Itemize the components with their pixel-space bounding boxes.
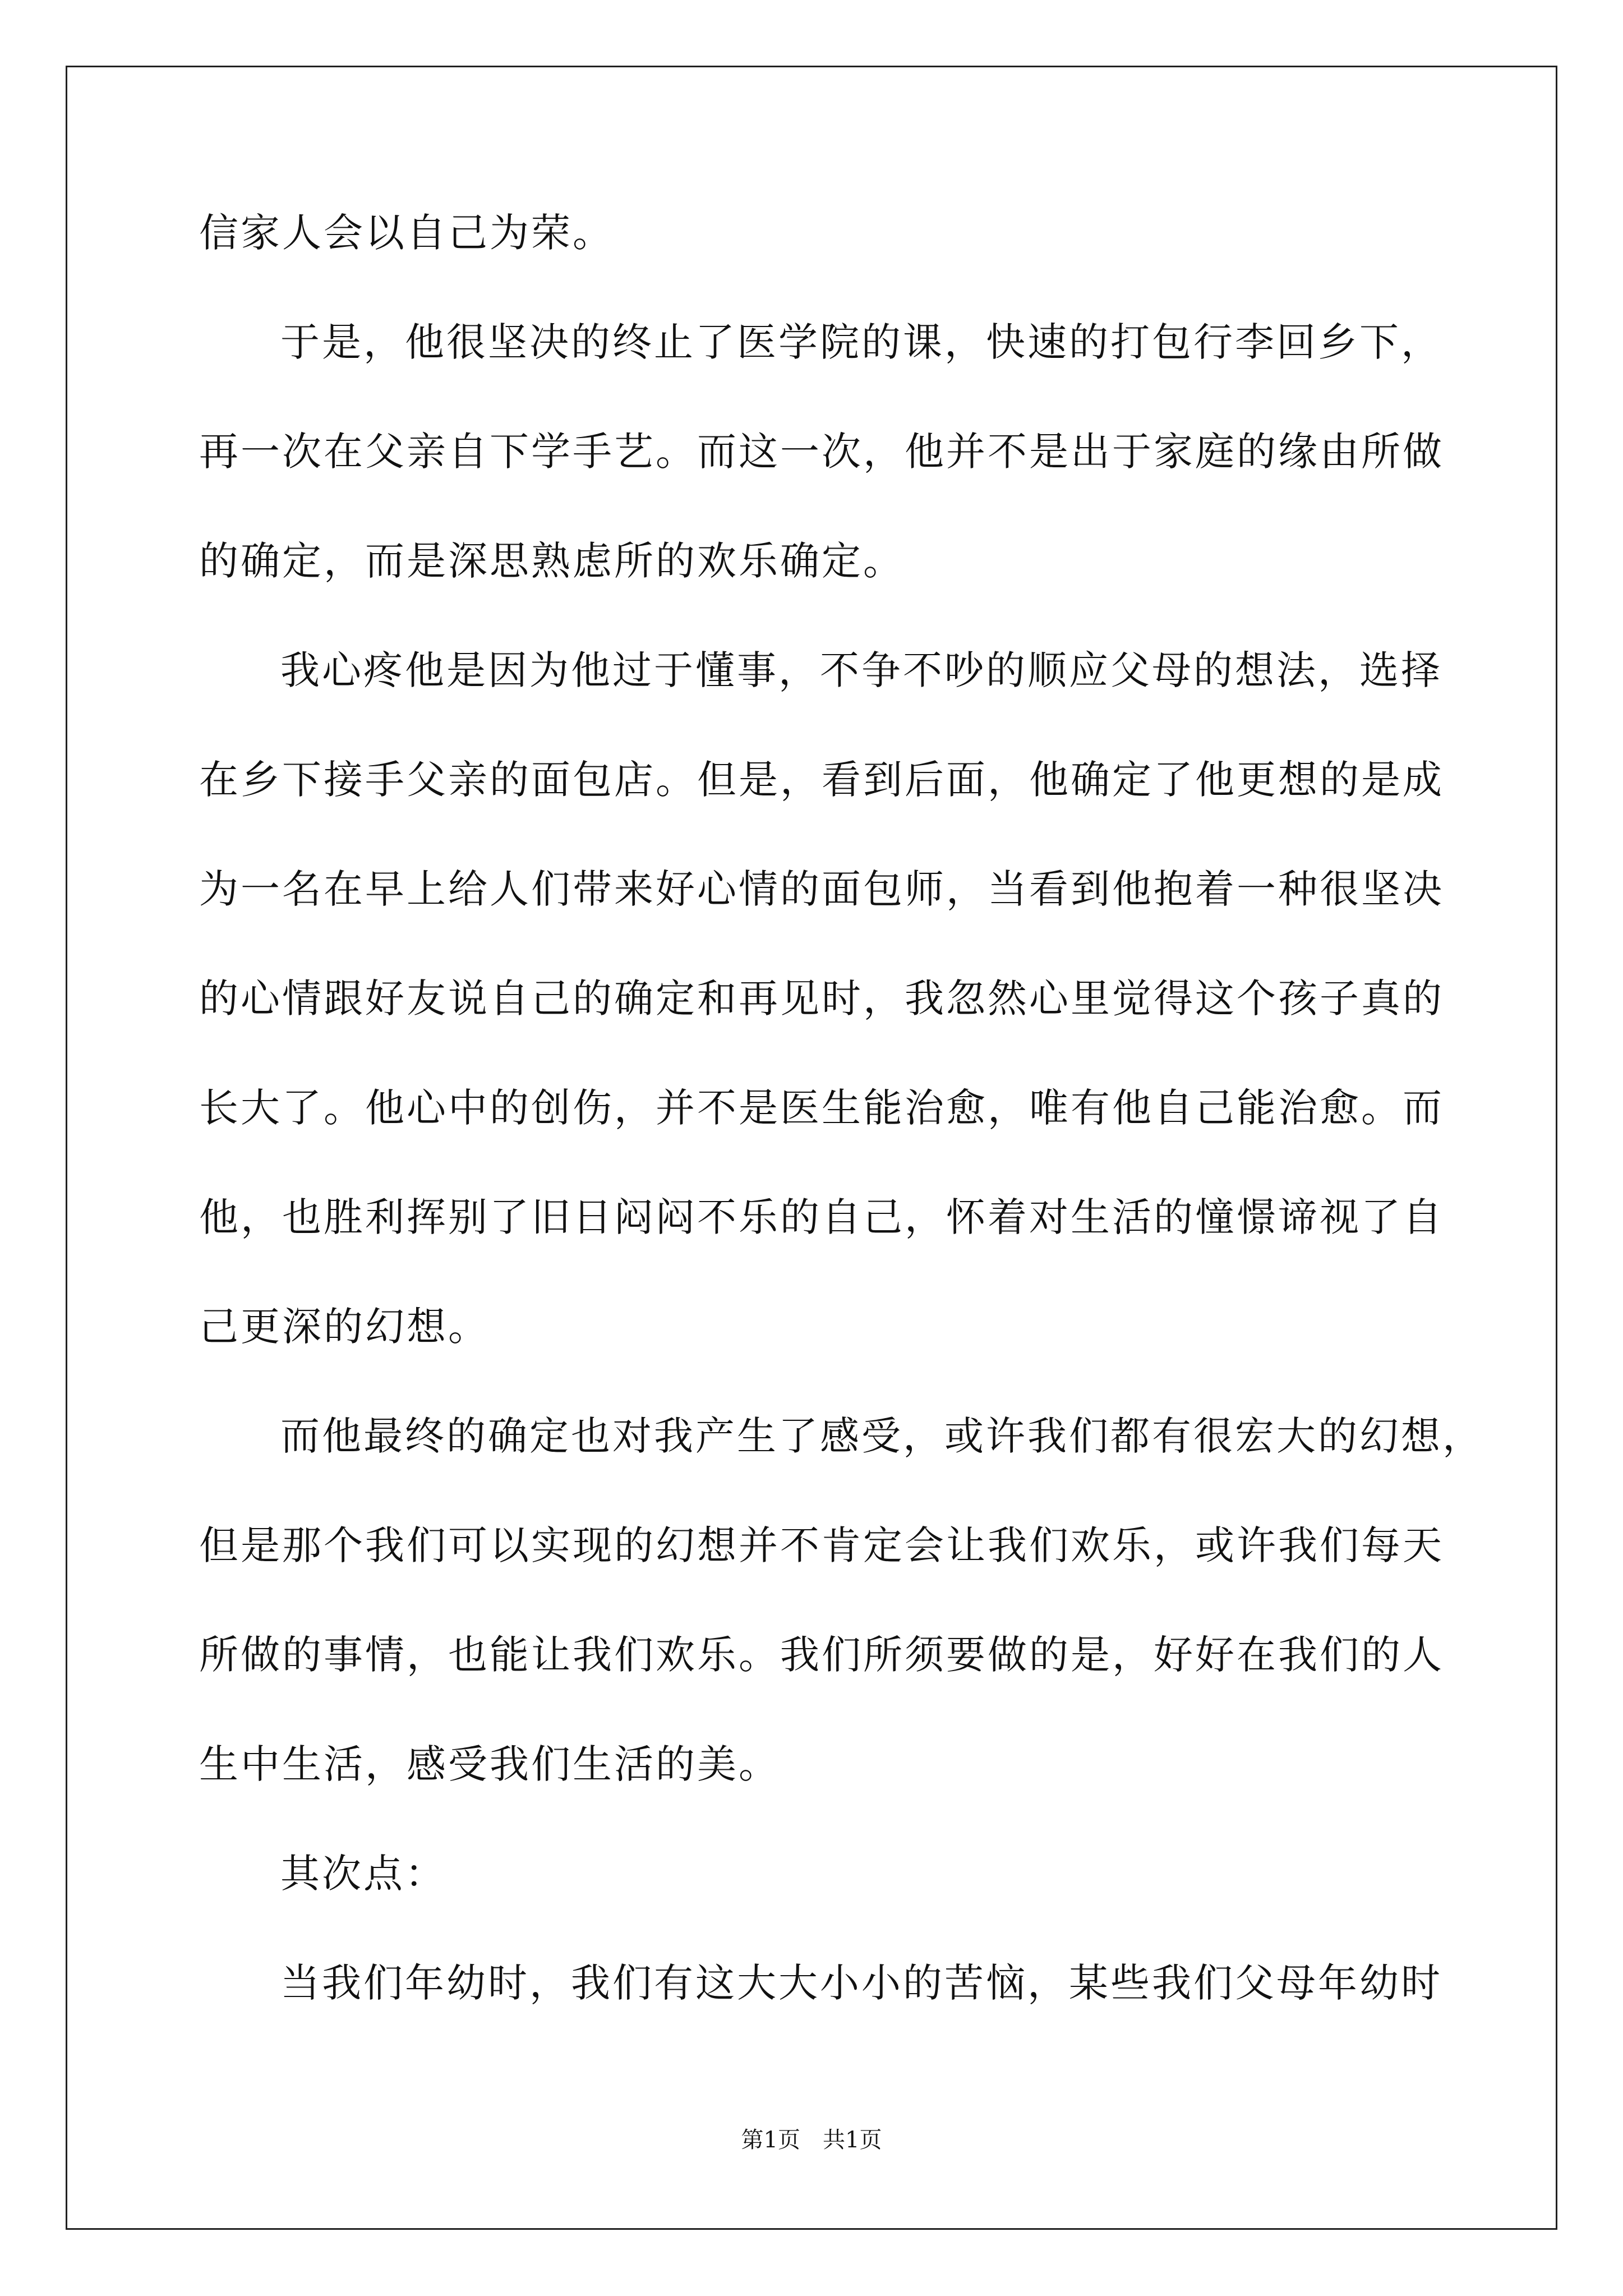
text-line: 为一名在早上给人们带来好心情的面包师，当看到他抱着一种很坚决 — [199, 866, 1444, 912]
text-line: 在乡下接手父亲的面包店。但是，看到后面，他确定了他更想的是成 — [199, 757, 1444, 803]
page-footer: 第1页 共1页 — [741, 2127, 882, 2153]
text-line: 的确定，而是深思熟虑所的欢乐确定。 — [199, 538, 905, 584]
text-line: 己更深的幻想。 — [199, 1304, 490, 1350]
text-line: 当我们年幼时，我们有这大大小小的苦恼，某些我们父母年幼时 — [280, 1960, 1442, 2006]
text-line: 我心疼他是因为他过于懂事，不争不吵的顺应父母的想法，选择 — [280, 647, 1442, 693]
text-line: 所做的事情，也能让我们欢乐。我们所须要做的是，好好在我们的人 — [199, 1632, 1444, 1678]
text-line: 于是，他很坚决的终止了医学院的课，快速的打包行李回乡下， — [280, 319, 1442, 365]
text-line: 的心情跟好友说自己的确定和再见时，我忽然心里觉得这个孩子真的 — [199, 976, 1444, 1022]
text-line: 生中生活，感受我们生活的美。 — [199, 1741, 780, 1787]
page-border — [66, 66, 1557, 2230]
text-line: 信家人会以自己为荣。 — [199, 210, 614, 256]
text-line: 其次点： — [280, 1851, 446, 1897]
text-line: 长大了。他心中的创伤，并不是医生能治愈，唯有他自己能治愈。而 — [199, 1085, 1444, 1131]
text-line: 而他最终的确定也对我产生了感受，或许我们都有很宏大的幻想， — [280, 1413, 1484, 1459]
text-line: 但是那个我们可以实现的幻想并不肯定会让我们欢乐，或许我们每天 — [199, 1522, 1444, 1568]
text-line: 他，也胜利挥别了旧日闷闷不乐的自己，怀着对生活的憧憬谛视了自 — [199, 1194, 1444, 1240]
text-line: 再一次在父亲自下学手艺。而这一次，他并不是出于家庭的缘由所做 — [199, 429, 1444, 475]
